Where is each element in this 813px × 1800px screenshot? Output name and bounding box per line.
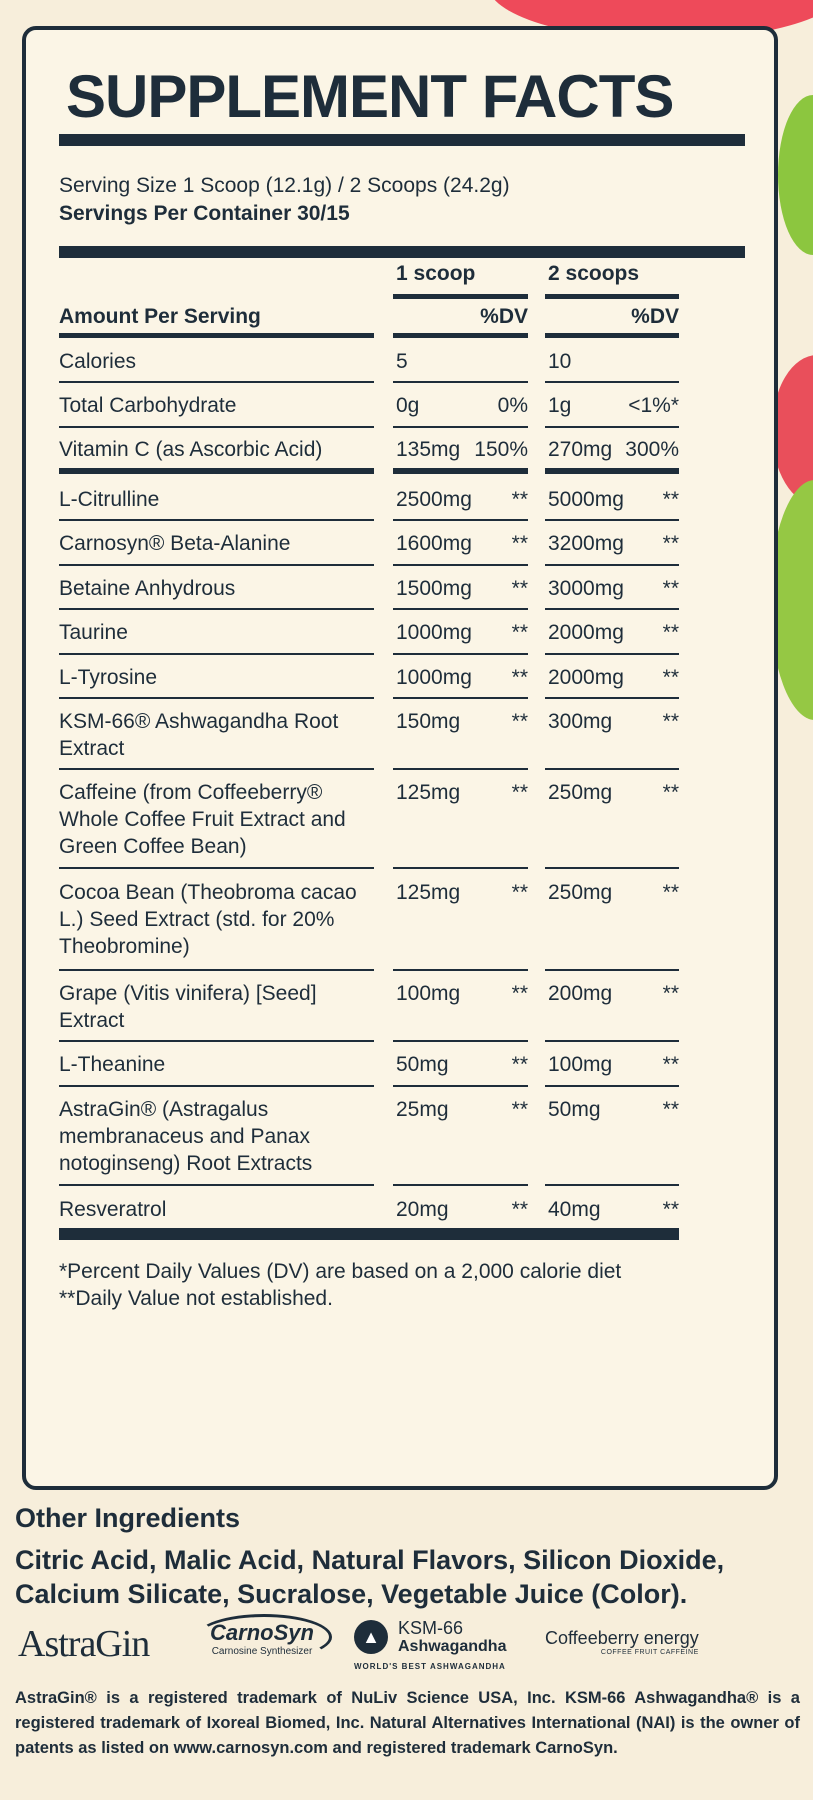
row-divider — [393, 653, 528, 655]
amount-1-scoop: 1000mg — [396, 666, 472, 689]
amount-2-scoops: 40mg — [548, 1198, 601, 1221]
carnosyn-logo-sub: Carnosine Synthesizer — [211, 1646, 313, 1657]
row-divider — [393, 381, 528, 383]
dv-1-scoop: ** — [511, 532, 528, 555]
divider-medium — [393, 333, 528, 338]
amount-1-scoop: 125mg — [396, 881, 461, 904]
divider-thick — [59, 1228, 679, 1240]
row-divider — [545, 1085, 679, 1087]
row-divider — [59, 653, 374, 655]
divider-thick — [59, 134, 745, 146]
row-divider — [393, 768, 528, 770]
row-divider — [59, 519, 374, 521]
serving-size: Serving Size 1 Scoop (12.1g) / 2 Scoops (24.2g) — [59, 174, 510, 197]
ksm66-logo-line1: KSM-66 — [398, 1618, 464, 1638]
coffeeberry-logo — [545, 1628, 699, 1656]
coffeeberry-logo-sub: COFFEE FRUIT CAFFEINE — [600, 1649, 699, 1656]
amount-2-scoops: 250mg — [548, 881, 613, 904]
amount-1-scoop: 2500mg — [396, 488, 472, 511]
amount-2-scoops: 250mg — [548, 781, 613, 804]
dv-1-scoop: ** — [511, 1053, 528, 1076]
nutrient-name: AstraGin® (Astragalus membranaceus and Panax notoginseng) Root Extracts — [59, 1098, 313, 1175]
carnosyn-logo — [200, 1620, 324, 1657]
dv-1-scoop: ** — [511, 1098, 528, 1121]
divider-medium — [59, 468, 374, 474]
dv-1-scoop: ** — [511, 1198, 528, 1221]
row-divider — [59, 969, 374, 971]
nutrient-name: L-Tyrosine — [59, 666, 158, 689]
astragin-logo: AstraGin — [18, 1623, 150, 1665]
dv-2-scoops: <1%* — [628, 394, 679, 417]
dv-2-scoops: ** — [662, 1198, 679, 1221]
row-divider — [545, 1040, 679, 1042]
row-divider — [545, 564, 679, 566]
divider-medium — [59, 333, 374, 338]
servings-per-container: Servings Per Container 30/15 — [59, 202, 350, 225]
dv-2-scoops: ** — [662, 577, 679, 600]
dv-1-scoop: ** — [511, 621, 528, 644]
dv-1-scoop: ** — [511, 577, 528, 600]
row-divider — [545, 519, 679, 521]
row-divider — [545, 1184, 679, 1186]
dv-2-scoops: 300% — [625, 438, 679, 461]
row-divider — [393, 867, 528, 869]
dv-2-scoops: ** — [662, 781, 679, 804]
row-divider — [545, 768, 679, 770]
dv-2-scoops: ** — [662, 532, 679, 555]
amount-2-scoops: 300mg — [548, 710, 613, 733]
nutrient-name: Vitamin C (as Ascorbic Acid) — [59, 438, 323, 461]
nutrient-name: Betaine Anhydrous — [59, 577, 236, 600]
dv-1-scoop: ** — [511, 781, 528, 804]
column-header-1-scoop: 1 scoop — [396, 262, 476, 285]
row-divider — [393, 969, 528, 971]
row-divider — [393, 697, 528, 699]
divider-column — [393, 294, 528, 299]
amount-1-scoop: 1500mg — [396, 577, 472, 600]
nutrient-name: Calories — [59, 350, 137, 373]
divider-medium — [545, 468, 679, 474]
row-divider — [545, 653, 679, 655]
divider-medium — [545, 333, 679, 338]
footnote-dv: *Percent Daily Values (DV) are based on a 2,000 calorie diet — [59, 1260, 622, 1283]
dv-1-scoop: ** — [511, 666, 528, 689]
column-header-2-scoops: 2 scoops — [548, 262, 640, 285]
divider-medium — [393, 468, 528, 474]
row-divider — [393, 564, 528, 566]
nutrient-name: L-Citrulline — [59, 488, 160, 511]
amount-1-scoop: 25mg — [396, 1098, 449, 1121]
amount-2-scoops: 2000mg — [548, 666, 624, 689]
ksm66-logo-tagline: WORLD'S BEST ASHWAGANDHA — [354, 1662, 506, 1671]
row-divider — [545, 426, 679, 428]
amount-2-scoops: 200mg — [548, 982, 613, 1005]
amount-1-scoop: 1000mg — [396, 621, 472, 644]
fruit-decoration — [778, 95, 813, 255]
carnosyn-swoosh — [196, 1614, 332, 1660]
dv-2-scoops: ** — [662, 1053, 679, 1076]
supplement-facts-panel — [22, 26, 778, 1490]
dv-2-scoops: ** — [662, 710, 679, 733]
row-divider — [393, 608, 528, 610]
carnosyn-logo-name: CarnoSyn — [210, 1620, 314, 1645]
panel-title: SUPPLEMENT FACTS — [66, 63, 674, 130]
dv-2-scoops: ** — [662, 666, 679, 689]
row-divider — [393, 1085, 528, 1087]
row-divider — [545, 608, 679, 610]
amount-1-scoop: 1600mg — [396, 532, 472, 555]
row-divider — [545, 697, 679, 699]
dv-1-scoop: 0% — [497, 394, 528, 417]
dv-2-scoops: ** — [662, 488, 679, 511]
amount-2-scoops: 100mg — [548, 1053, 613, 1076]
footnote-not-established: **Daily Value not established. — [59, 1287, 333, 1310]
nutrient-name: Total Carbohydrate — [59, 394, 237, 417]
dv-1-scoop: ** — [511, 488, 528, 511]
row-divider — [545, 867, 679, 869]
row-divider — [59, 1085, 374, 1087]
row-divider — [59, 381, 374, 383]
amount-2-scoops: 3000mg — [548, 577, 624, 600]
amount-per-serving-label: Amount Per Serving — [59, 305, 261, 328]
amount-1-scoop: 100mg — [396, 982, 461, 1005]
dv-2-scoops: ** — [662, 881, 679, 904]
dv-1-scoop: 150% — [474, 438, 528, 461]
row-divider — [545, 381, 679, 383]
amount-2-scoops: 270mg — [548, 438, 613, 461]
dv-label-col2: %DV — [631, 305, 679, 328]
ksm66-logo-line2: Ashwagandha — [398, 1638, 507, 1655]
row-divider — [59, 697, 374, 699]
amount-1-scoop: 150mg — [396, 710, 461, 733]
dv-1-scoop: ** — [511, 982, 528, 1005]
dv-2-scoops: ** — [662, 982, 679, 1005]
nutrient-name: Caffeine (from Coffeeberry® Whole Coffee Fruit Extract and Green Coffee Bean) — [59, 781, 346, 858]
amount-2-scoops: 2000mg — [548, 621, 624, 644]
amount-1-scoop: 125mg — [396, 781, 461, 804]
row-divider — [393, 426, 528, 428]
row-divider — [59, 1040, 374, 1042]
amount-2-scoops: 3200mg — [548, 532, 624, 555]
row-divider — [59, 564, 374, 566]
trademark-notice: AstraGin® is a registered trademark of NuLiv Science USA, Inc. KSM-66 Ashwagandha® is a registered trademark of Ixoreal Biomed, Inc. Natural Alternatives International (NAI) is the owner of patents as listed on www.carnosyn.com and registered trademark CarnoSyn. — [15, 1689, 800, 1757]
amount-2-scoops: 10 — [548, 350, 572, 373]
dv-2-scoops: ** — [662, 1098, 679, 1121]
dv-1-scoop: ** — [511, 881, 528, 904]
amount-1-scoop: 50mg — [396, 1053, 449, 1076]
row-divider — [59, 608, 374, 610]
nutrient-name: Carnosyn® Beta-Alanine — [59, 532, 291, 555]
amount-2-scoops: 50mg — [548, 1098, 601, 1121]
amount-1-scoop: 135mg — [396, 438, 461, 461]
dv-label-col1: %DV — [480, 305, 528, 328]
nutrient-name: L-Theanine — [59, 1053, 166, 1076]
ksm66-mark-icon: ▲ — [354, 1620, 388, 1654]
amount-1-scoop: 5 — [396, 350, 408, 373]
row-divider — [393, 1040, 528, 1042]
nutrient-name: Taurine — [59, 621, 128, 644]
row-divider — [59, 1184, 374, 1186]
row-divider — [59, 426, 374, 428]
row-divider — [393, 1184, 528, 1186]
dv-1-scoop: ** — [511, 710, 528, 733]
amount-1-scoop: 20mg — [396, 1198, 449, 1221]
nutrient-name: Grape (Vitis vinifera) [Seed] Extract — [59, 982, 317, 1032]
amount-2-scoops: 1g — [548, 394, 572, 417]
row-divider — [545, 969, 679, 971]
coffeeberry-logo-name: Coffeeberry energy — [545, 1628, 699, 1648]
amount-2-scoops: 5000mg — [548, 488, 624, 511]
divider-thick — [59, 246, 745, 258]
amount-1-scoop: 0g — [396, 394, 420, 417]
row-divider — [59, 867, 374, 869]
row-divider — [393, 519, 528, 521]
nutrient-name: Resveratrol — [59, 1198, 167, 1221]
other-ingredients-heading: Other Ingredients — [15, 1503, 241, 1533]
other-ingredients-list: Citric Acid, Malic Acid, Natural Flavors, Silicon Dioxide, Calcium Silicate, Sucralose, Vegetable Juice (Color). — [15, 1545, 725, 1609]
nutrient-name: Cocoa Bean (Theobroma cacao L.) Seed Extract (std. for 20% Theobromine) — [59, 881, 357, 958]
dv-2-scoops: ** — [662, 621, 679, 644]
row-divider — [59, 768, 374, 770]
nutrient-name: KSM-66® Ashwagandha Root Extract — [59, 710, 339, 760]
divider-column — [545, 294, 679, 299]
